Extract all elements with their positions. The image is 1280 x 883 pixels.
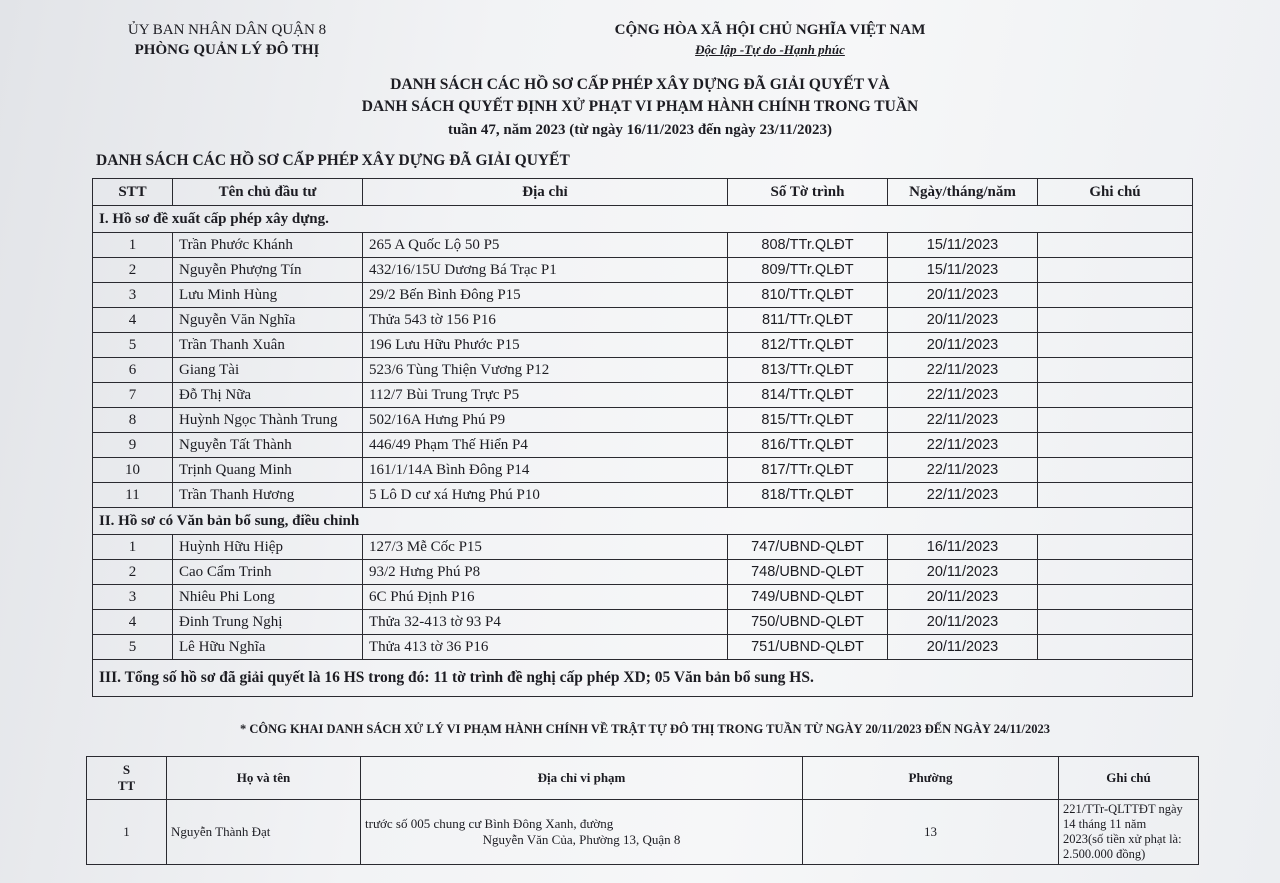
table-row [87,800,1199,865]
cell-date: 20/11/2023 [888,308,1038,333]
cell-note [1038,635,1193,660]
cell-doc-number: 808/TTr.QLĐT [728,233,888,258]
cell-stt: 2 [93,560,173,585]
cell-note [1038,408,1193,433]
cell-date: 20/11/2023 [888,635,1038,660]
cell-doc-number: 809/TTr.QLĐT [728,258,888,283]
permits-section-title: DANH SÁCH CÁC HỒ SƠ CẤP PHÉP XÂY DỰNG ĐÃ GIẢI QUYẾT [96,152,570,169]
violations-section-title: * CÔNG KHAI DANH SÁCH XỬ LÝ VI PHẠM HÀNH CHÍNH VỀ TRẬT TỰ ĐÔ THỊ TRONG TUẦN TỪ NGÀY 20/11/2023 ĐẾN NGÀY 24/11/2023 [240,722,1050,736]
col-header-stt [87,757,167,800]
col-header-ward: Phường [803,757,1059,800]
table-row [93,283,1193,308]
total-summary: III. Tổng số hồ sơ đã giải quyết là 16 HS trong đó: 11 tờ trình đề nghị cấp phép XD; 05 Văn bản bổ sung HS. [93,660,1193,697]
cell-investor-name: Cao Cẩm Trinh [173,560,363,585]
cell-doc-number: 750/UBND-QLĐT [728,610,888,635]
col-header-address: Địa chỉ [363,179,728,206]
group2-title: II. Hồ sơ có Văn bản bổ sung, điều chỉnh [93,508,1193,535]
cell-investor-name: Trần Thanh Hương [173,483,363,508]
cell-investor-name: Nguyễn Văn Nghĩa [173,308,363,333]
cell-date: 22/11/2023 [888,433,1038,458]
cell-address: 432/16/15U Dương Bá Trạc P1 [363,258,728,283]
cell-violation-address [361,800,803,865]
table-row [93,458,1193,483]
cell-address: Thửa 413 tờ 36 P16 [363,635,728,660]
cell-note [1038,383,1193,408]
table-header-row [93,179,1193,206]
cell-doc-number: 811/TTr.QLĐT [728,308,888,333]
issuer-department: PHÒNG QUẢN LÝ ĐÔ THỊ [134,42,320,58]
group1-title: I. Hồ sơ đề xuất cấp phép xây dựng. [93,206,1193,233]
total-row [93,660,1193,697]
cell-note [1038,433,1193,458]
cell-date: 22/11/2023 [888,383,1038,408]
cell-date: 15/11/2023 [888,258,1038,283]
national-header [580,20,960,60]
cell-investor-name: Trần Thanh Xuân [173,333,363,358]
cell-doc-number: 814/TTr.QLĐT [728,383,888,408]
cell-investor-name: Huỳnh Ngọc Thành Trung [173,408,363,433]
cell-doc-number: 815/TTr.QLĐT [728,408,888,433]
cell-investor-name: Đinh Trung Nghị [173,610,363,635]
cell-stt: 11 [93,483,173,508]
cell-address: 196 Lưu Hữu Phước P15 [363,333,728,358]
cell-name: Nguyễn Thành Đạt [167,800,361,865]
cell-address: 502/16A Hưng Phú P9 [363,408,728,433]
cell-note [1038,283,1193,308]
cell-date: 22/11/2023 [888,358,1038,383]
cell-stt: 10 [93,458,173,483]
cell-address-line1: trước số 005 chung cư Bình Đông Xanh, đường [365,816,614,831]
cell-stt: 4 [93,610,173,635]
col-header-date: Ngày/tháng/năm [888,179,1038,206]
cell-doc-number: 816/TTr.QLĐT [728,433,888,458]
col-header-note-label: Ghi chú [1106,770,1151,785]
cell-note [1059,800,1199,865]
col-header-name: Họ và tên [167,757,361,800]
cell-address: 523/6 Tùng Thiện Vương P12 [363,358,728,383]
cell-doc-number: 748/UBND-QLĐT [728,560,888,585]
cell-address: 265 A Quốc Lộ 50 P5 [363,233,728,258]
cell-note [1038,610,1193,635]
cell-note [1038,458,1193,483]
cell-stt: 5 [93,635,173,660]
col-header-investor: Tên chủ đầu tư [173,179,363,206]
table-row [93,535,1193,560]
group-title-row [93,508,1193,535]
cell-doc-number: 818/TTr.QLĐT [728,483,888,508]
table-row [93,560,1193,585]
cell-date: 20/11/2023 [888,333,1038,358]
cell-investor-name: Trần Phước Khánh [173,233,363,258]
cell-doc-number: 810/TTr.QLĐT [728,283,888,308]
cell-note [1038,358,1193,383]
cell-doc-number: 751/UBND-QLĐT [728,635,888,660]
cell-date: 22/11/2023 [888,408,1038,433]
issuer-header [92,20,362,60]
cell-note [1038,535,1193,560]
cell-doc-number: 817/TTr.QLĐT [728,458,888,483]
cell-address: 6C Phú Định P16 [363,585,728,610]
table-row [93,383,1193,408]
cell-date: 20/11/2023 [888,283,1038,308]
cell-stt: 5 [93,333,173,358]
cell-note [1038,233,1193,258]
cell-stt: 1 [87,800,167,865]
cell-note [1038,483,1193,508]
cell-stt: 6 [93,358,173,383]
cell-note [1038,560,1193,585]
cell-stt: 3 [93,585,173,610]
cell-investor-name: Giang Tài [173,358,363,383]
col-header-note [1059,757,1199,800]
cell-date: 22/11/2023 [888,483,1038,508]
table-row [93,635,1193,660]
cell-address: 127/3 Mễ Cốc P15 [363,535,728,560]
table-row [93,233,1193,258]
cell-investor-name: Trịnh Quang Minh [173,458,363,483]
table-row [93,585,1193,610]
cell-date: 20/11/2023 [888,585,1038,610]
cell-investor-name: Nguyễn Tất Thành [173,433,363,458]
cell-note-line2: 2023(số tiền xử phạt là: 2.500.000 đồng) [1063,832,1182,861]
cell-note [1038,585,1193,610]
cell-address: Thửa 32-413 tờ 93 P4 [363,610,728,635]
cell-address-line2: Nguyễn Văn Của, Phường 13, Quận 8 [482,832,681,847]
cell-investor-name: Nguyễn Phượng Tín [173,258,363,283]
table-row [93,333,1193,358]
cell-investor-name: Huỳnh Hữu Hiệp [173,535,363,560]
col-header-stt-line2: TT [117,778,136,793]
col-header-violation-address: Địa chỉ vi phạm [361,757,803,800]
cell-doc-number: 812/TTr.QLĐT [728,333,888,358]
cell-doc-number: 747/UBND-QLĐT [728,535,888,560]
issuer-committee: ỦY BAN NHÂN DÂN QUẬN 8 [127,22,327,38]
cell-doc-number: 749/UBND-QLĐT [728,585,888,610]
cell-stt: 2 [93,258,173,283]
cell-address: Thửa 543 tờ 156 P16 [363,308,728,333]
cell-ward: 13 [803,800,1059,865]
table-header-row [87,757,1199,800]
table-row [93,610,1193,635]
cell-address: 5 Lô D cư xá Hưng Phú P10 [363,483,728,508]
cell-date: 15/11/2023 [888,233,1038,258]
cell-address: 93/2 Hưng Phú P8 [363,560,728,585]
cell-stt: 8 [93,408,173,433]
cell-date: 16/11/2023 [888,535,1038,560]
document-title-line2: DANH SÁCH QUYẾT ĐỊNH XỬ PHẠT VI PHẠM HÀNH CHÍNH TRONG TUẦN [361,98,919,115]
document-period: tuần 47, năm 2023 (từ ngày 16/11/2023 đến ngày 23/11/2023) [447,122,833,138]
table-row [93,308,1193,333]
cell-stt: 1 [93,233,173,258]
cell-stt: 3 [93,283,173,308]
col-header-stt-line1: S [122,762,131,777]
national-title: CỘNG HÒA XÃ HỘI CHỦ NGHĨA VIỆT NAM [614,22,926,38]
cell-date: 22/11/2023 [888,458,1038,483]
cell-address: 29/2 Bến Bình Đông P15 [363,283,728,308]
permits-table [92,178,1193,697]
cell-address: 446/49 Phạm Thế Hiển P4 [363,433,728,458]
cell-note-line1: 221/TTr-QLTTĐT ngày 14 tháng 11 năm [1063,802,1183,831]
table-row [93,483,1193,508]
col-header-doc-number: Số Tờ trình [728,179,888,206]
table-row [93,408,1193,433]
col-header-note: Ghi chú [1038,179,1193,206]
violations-table [86,756,1199,865]
document-title-line1: DANH SÁCH CÁC HỒ SƠ CẤP PHÉP XÂY DỰNG ĐÃ GIẢI QUYẾT VÀ [390,76,890,93]
cell-note [1038,258,1193,283]
cell-doc-number: 813/TTr.QLĐT [728,358,888,383]
cell-address: 161/1/14A Bình Đông P14 [363,458,728,483]
cell-investor-name: Lê Hữu Nghĩa [173,635,363,660]
table-row [93,433,1193,458]
cell-investor-name: Đỗ Thị Nữa [173,383,363,408]
cell-stt: 9 [93,433,173,458]
cell-date: 20/11/2023 [888,560,1038,585]
table-row [93,358,1193,383]
cell-date: 20/11/2023 [888,610,1038,635]
national-motto: Độc lập -Tự do -Hạnh phúc [695,42,845,57]
cell-note [1038,308,1193,333]
col-header-stt: STT [93,179,173,206]
cell-stt: 4 [93,308,173,333]
cell-note [1038,333,1193,358]
group-title-row [93,206,1193,233]
cell-investor-name: Nhiêu Phi Long [173,585,363,610]
cell-address: 112/7 Bùi Trung Trực P5 [363,383,728,408]
cell-investor-name: Lưu Minh Hùng [173,283,363,308]
table-row [93,258,1193,283]
cell-stt: 7 [93,383,173,408]
cell-stt: 1 [93,535,173,560]
